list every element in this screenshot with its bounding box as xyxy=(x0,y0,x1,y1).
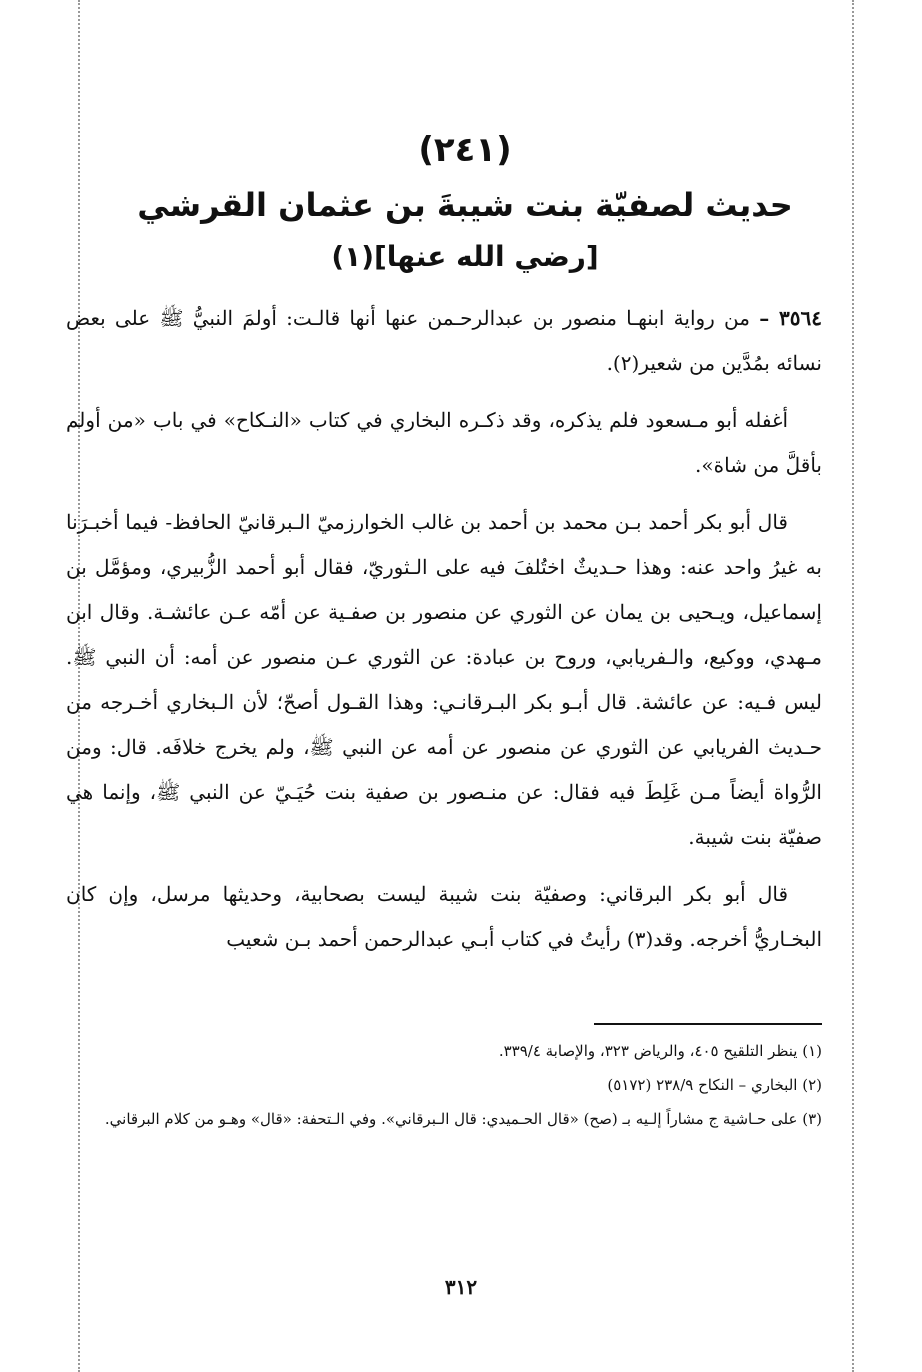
chapter-subtitle: [رضي الله عنها](١) xyxy=(331,240,599,273)
hadith-text: من رواية ابنهـا منصور بن عبدالرحـمن عنها أنها قالـت: أولمَ النبيُّ ﷺ على بعض نسائه بمُدَّين من شعير(٢). xyxy=(66,306,822,375)
footnote: (١) ينظر التلقيح ٤٠٥، والرياض ٣٢٣، والإصابة ٣٣٩/٤. xyxy=(498,1042,822,1060)
footnotes xyxy=(66,1036,822,1138)
footnote: (٢) البخاري – النكاح ٢٣٨/٩ (٥١٧٢) xyxy=(607,1076,822,1094)
main-text xyxy=(66,296,822,974)
chapter-number: (٢٤١) xyxy=(418,130,512,170)
paragraph: قال أبو بكر البرقاني: وصفيّة بنت شيبة ليست بصحابية، وحديثها مرسل، وإن كان البخـاريُّ أخرجه. وقد(٣) رأيتُ في كتاب أبـي عبدالرحمن أحمد بـن شعيب xyxy=(66,882,822,951)
footnote-separator xyxy=(594,1023,822,1025)
chapter-title: حديث لصفيّة بنت شيبةَ بن عثمان القرشي xyxy=(137,186,793,224)
paragraph: أغفله أبو مـسعود فلم يذكره، وقد ذكـره البخاري في كتاب «النـكاح» في باب «من أولم بأقلَّ من شاة». xyxy=(66,408,822,477)
page-number: ٣١٢ xyxy=(444,1275,478,1299)
footnote: (٣) على حـاشية ج مشاراً إلـيه بـ (صح) «قال الحـميدي: قال الـبرقاني». وفي الـتحفة: «قال» وهـو من كلام البرقاني. xyxy=(104,1110,822,1128)
hadith-number: ٣٥٦٤ – xyxy=(759,306,823,330)
paragraph-hadith xyxy=(66,296,822,386)
paragraph: قال أبو بكر أحمد بـن محمد بن أحمد بن غالب الخوارزميّ الـبرقانيّ الحافظ- فيما أخبـرَنا به غيرُ واحد عنه: وهذا حـديثٌ اختُلفَ فيه على الـثوريّ، فقال أبو أحمد الزُّبيري، ومؤمَّل بن إسماعيل، ويـحيى بن يمان عن الثوري عن منصور بن صفـية عن أمّه عـن عائشـة. وقال ابن مـهدي، ووكيع، والـفريابي، وروح بن عبادة: عن الثوري عـن منصور عن أمه: أن النبي ﷺ. ليس فـيه: عن عائشة. قال أبـو بكر البـرقانـي: وهذا القـول أصحّ؛ لأن الـبخاري أخـرجه من حـديث الفريابي عن الثوري عن منصور عن أمه عن النبي ﷺ، ولم يخرج خلافَه. قال: ومن الرُّواة أيضاً مـن غَلِطَ فيه فقال: عن منـصور بن صفية بنت حُيَـيّ عن النبي ﷺ، وإنما هي صفيّة بنت شيبة. xyxy=(66,510,822,849)
